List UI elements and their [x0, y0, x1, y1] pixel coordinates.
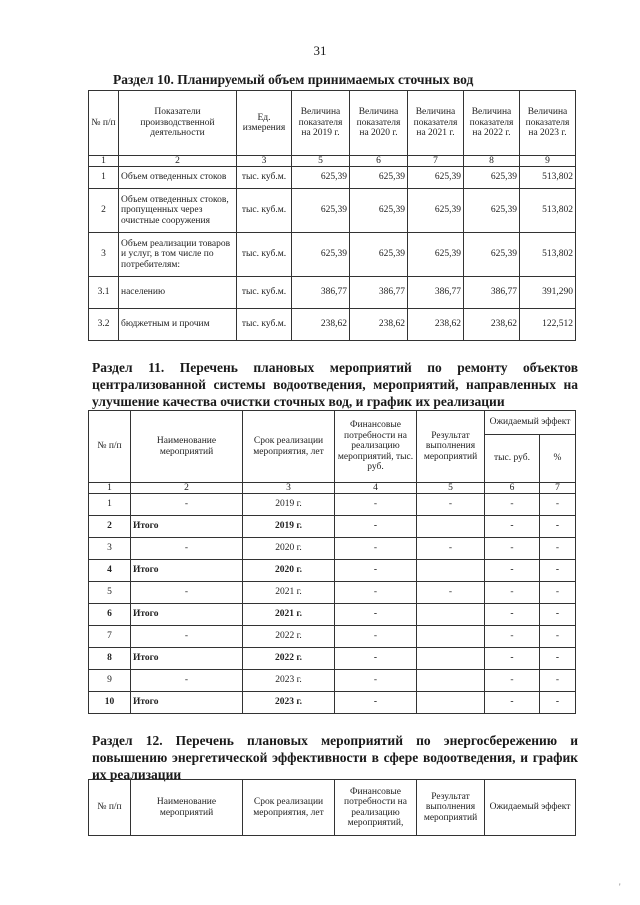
value-2022: 625,39: [464, 189, 520, 233]
column-number: 2: [131, 483, 243, 494]
row-number: 1: [89, 167, 119, 189]
result: -: [417, 582, 485, 604]
header-cell: Ожидаемый эффект: [485, 411, 576, 435]
finance: -: [335, 494, 417, 516]
header-cell: Результат выполнения мероприятий: [417, 780, 485, 836]
section-10-title: Раздел 10. Планируемый объем принимаемых сточных вод: [113, 72, 474, 87]
effect-pct: -: [540, 648, 576, 670]
year: 2019 г.: [243, 494, 335, 516]
column-number: 5: [417, 483, 485, 494]
value-2021: 625,39: [408, 233, 464, 277]
section-12-table: [88, 779, 576, 836]
value-2019: 386,77: [292, 277, 350, 309]
table-row: [89, 233, 576, 277]
finance: -: [335, 516, 417, 538]
finance: -: [335, 538, 417, 560]
effect-pct: -: [540, 582, 576, 604]
header-cell: Ед. измерения: [237, 91, 292, 156]
column-number-row: [89, 156, 576, 167]
unit: тыс. куб.м.: [237, 277, 292, 309]
value-2023: 513,802: [520, 233, 576, 277]
finance: -: [335, 560, 417, 582]
value-2019: 625,39: [292, 233, 350, 277]
column-number: 7: [540, 483, 576, 494]
indicator-name: Объем отведенных стоков: [119, 167, 237, 189]
table-row: [89, 670, 576, 692]
section-10-table: [88, 90, 576, 341]
header-cell: Наименование мероприятий: [131, 780, 243, 836]
row-number: 3: [89, 233, 119, 277]
result: [417, 560, 485, 582]
effect-rub: -: [485, 582, 540, 604]
header-cell: Срок реализации мероприятия, лет: [243, 411, 335, 483]
measure-name: Итого: [131, 692, 243, 714]
result: [417, 626, 485, 648]
table-row: [89, 560, 576, 582]
value-2022: 386,77: [464, 277, 520, 309]
value-2021: 625,39: [408, 167, 464, 189]
table-row: [89, 309, 576, 341]
value-2023: 122,512: [520, 309, 576, 341]
effect-rub: -: [485, 560, 540, 582]
indicator-name: населению: [119, 277, 237, 309]
row-number: 9: [89, 670, 131, 692]
value-2023: 513,802: [520, 189, 576, 233]
result: [417, 648, 485, 670]
unit: тыс. куб.м.: [237, 309, 292, 341]
column-number: 3: [237, 156, 292, 167]
section-11-title: Раздел 11. Перечень плановых мероприятий по ремонту объектов централизованной системы водоотведения, мероприятий, направленных на улучшение качества очистки сточных вод, и график их реализации: [92, 360, 578, 409]
effect-rub: -: [485, 648, 540, 670]
year: 2021 г.: [243, 582, 335, 604]
result: [417, 670, 485, 692]
table-row: [89, 167, 576, 189]
column-number-row: [89, 483, 576, 494]
result: [417, 692, 485, 714]
effect-rub: -: [485, 516, 540, 538]
effect-pct: -: [540, 692, 576, 714]
finance: -: [335, 626, 417, 648]
value-2023: 513,802: [520, 167, 576, 189]
value-2022: 625,39: [464, 167, 520, 189]
section-12-header-row: [89, 780, 576, 836]
effect-rub: -: [485, 626, 540, 648]
header-cell: Величина показателя на 2019 г.: [292, 91, 350, 156]
column-number: 6: [350, 156, 408, 167]
indicator-name: Объем отведенных стоков, пропущенных через очистные сооружения: [119, 189, 237, 233]
value-2020: 625,39: [350, 189, 408, 233]
year: 2023 г.: [243, 670, 335, 692]
table-row: [89, 189, 576, 233]
value-2022: 625,39: [464, 233, 520, 277]
unit: тыс. куб.м.: [237, 233, 292, 277]
row-number: 7: [89, 626, 131, 648]
year: 2022 г.: [243, 648, 335, 670]
header-cell: Величина показателя на 2022 г.: [464, 91, 520, 156]
header-cell: Результат выполнения мероприятий: [417, 411, 485, 483]
column-number: 3: [243, 483, 335, 494]
result: -: [417, 538, 485, 560]
finance: -: [335, 692, 417, 714]
value-2021: 238,62: [408, 309, 464, 341]
table-row: [89, 692, 576, 714]
header-cell: № п/п: [89, 780, 131, 836]
column-number: 7: [408, 156, 464, 167]
value-2020: 625,39: [350, 233, 408, 277]
finance: -: [335, 582, 417, 604]
header-cell: Величина показателя на 2021 г.: [408, 91, 464, 156]
row-number: 4: [89, 560, 131, 582]
row-number: 10: [89, 692, 131, 714]
year: 2020 г.: [243, 560, 335, 582]
table-row: [89, 277, 576, 309]
value-2020: 625,39: [350, 167, 408, 189]
unit: тыс. куб.м.: [237, 167, 292, 189]
value-2019: 625,39: [292, 189, 350, 233]
section-11-table: [88, 410, 576, 714]
value-2019: 238,62: [292, 309, 350, 341]
row-number: 6: [89, 604, 131, 626]
effect-pct: -: [540, 560, 576, 582]
column-number: 6: [485, 483, 540, 494]
value-2021: 625,39: [408, 189, 464, 233]
value-2020: 238,62: [350, 309, 408, 341]
column-number: 1: [89, 156, 119, 167]
row-number: 1: [89, 494, 131, 516]
effect-pct: -: [540, 670, 576, 692]
measure-name: -: [131, 538, 243, 560]
year: 2023 г.: [243, 692, 335, 714]
year: 2022 г.: [243, 626, 335, 648]
measure-name: Итого: [131, 560, 243, 582]
effect-pct: -: [540, 538, 576, 560]
table-row: [89, 648, 576, 670]
section-12-title: Раздел 12. Перечень плановых мероприятий по энергосбережению и повышению энергетической эффективности в сфере водоотведения, и график их реализации: [92, 733, 578, 782]
measure-name: -: [131, 582, 243, 604]
header-cell: Величина показателя на 2020 г.: [350, 91, 408, 156]
corner-mark: ': [619, 882, 621, 892]
header-cell: Срок реализации мероприятия, лет: [243, 780, 335, 836]
header-cell: № п/п: [89, 411, 131, 483]
result: [417, 604, 485, 626]
header-cell: %: [540, 435, 576, 483]
year: 2019 г.: [243, 516, 335, 538]
effect-pct: -: [540, 604, 576, 626]
result: -: [417, 494, 485, 516]
measure-name: -: [131, 494, 243, 516]
measure-name: Итого: [131, 648, 243, 670]
header-cell: Ожидаемый эффект: [485, 780, 576, 836]
year: 2021 г.: [243, 604, 335, 626]
indicator-name: бюджетным и прочим: [119, 309, 237, 341]
row-number: 8: [89, 648, 131, 670]
unit: тыс. куб.м.: [237, 189, 292, 233]
effect-rub: -: [485, 604, 540, 626]
effect-rub: -: [485, 692, 540, 714]
page-number: 31: [313, 43, 327, 58]
measure-name: Итого: [131, 516, 243, 538]
header-cell: Показатели производственной деятельности: [119, 91, 237, 156]
value-2023: 391,290: [520, 277, 576, 309]
section-11-header-row: [89, 411, 576, 435]
column-number: 1: [89, 483, 131, 494]
value-2019: 625,39: [292, 167, 350, 189]
header-cell: Величина показателя на 2023 г.: [520, 91, 576, 156]
table-row: [89, 494, 576, 516]
column-number: 5: [292, 156, 350, 167]
row-number: 3.1: [89, 277, 119, 309]
table-row: [89, 604, 576, 626]
header-cell: Наименование мероприятий: [131, 411, 243, 483]
row-number: 5: [89, 582, 131, 604]
table-row: [89, 582, 576, 604]
column-number: 8: [464, 156, 520, 167]
effect-rub: -: [485, 670, 540, 692]
header-cell: Финансовые потребности на реализацию мероприятий,: [335, 780, 417, 836]
value-2021: 386,77: [408, 277, 464, 309]
result: [417, 516, 485, 538]
column-number: 2: [119, 156, 237, 167]
row-number: 3: [89, 538, 131, 560]
finance: -: [335, 648, 417, 670]
effect-rub: -: [485, 538, 540, 560]
measure-name: -: [131, 670, 243, 692]
effect-pct: -: [540, 494, 576, 516]
table-row: [89, 516, 576, 538]
value-2022: 238,62: [464, 309, 520, 341]
indicator-name: Объем реализации товаров и услуг, в том числе по потребителям:: [119, 233, 237, 277]
header-cell: Финансовые потребности на реализацию мероприятий, тыс. руб.: [335, 411, 417, 483]
finance: -: [335, 670, 417, 692]
header-cell: тыс. руб.: [485, 435, 540, 483]
header-cell: № п/п: [89, 91, 119, 156]
measure-name: Итого: [131, 604, 243, 626]
value-2020: 386,77: [350, 277, 408, 309]
row-number: 3.2: [89, 309, 119, 341]
table-row: [89, 538, 576, 560]
row-number: 2: [89, 516, 131, 538]
effect-pct: -: [540, 626, 576, 648]
effect-rub: -: [485, 494, 540, 516]
column-number: 9: [520, 156, 576, 167]
finance: -: [335, 604, 417, 626]
measure-name: -: [131, 626, 243, 648]
row-number: 2: [89, 189, 119, 233]
year: 2020 г.: [243, 538, 335, 560]
table-row: [89, 626, 576, 648]
column-number: 4: [335, 483, 417, 494]
effect-pct: -: [540, 516, 576, 538]
section-10-header-row: [89, 91, 576, 156]
